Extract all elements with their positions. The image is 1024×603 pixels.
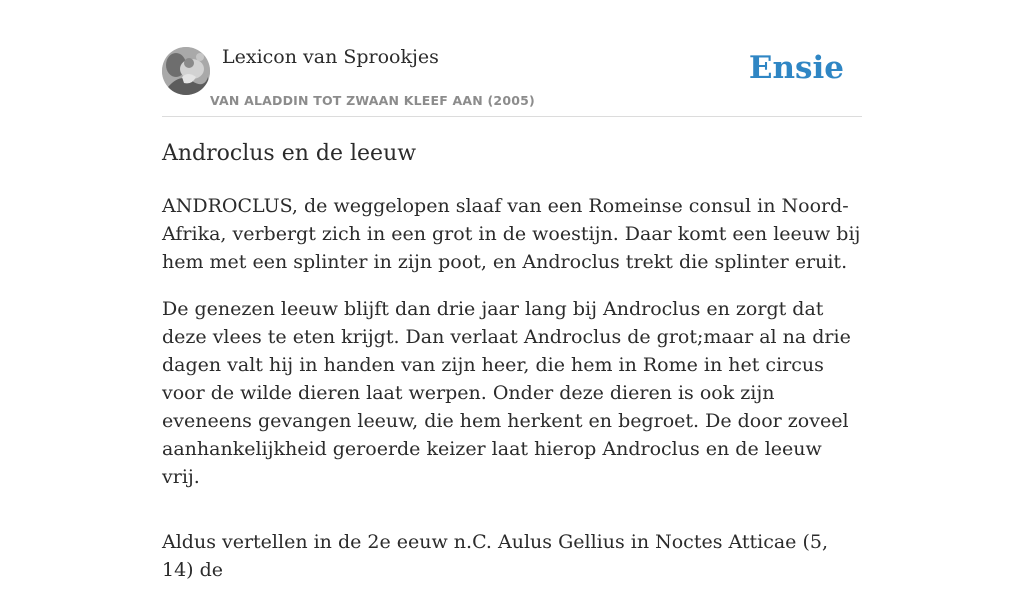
book-subtitle: VAN ALADDIN TOT ZWAAN KLEEF AAN (2005) xyxy=(210,93,535,108)
article-body xyxy=(162,192,862,603)
book-cover-avatar[interactable] xyxy=(162,47,210,95)
header xyxy=(162,0,862,117)
article-paragraph: ANDROCLUS, de weggelopen slaaf van een Romeinse consul in Noord-Afrika, verbergt zich in een grot in de woestijn. Daar komt een leeuw bij hem met een splinter in zijn poot, en Androclus trekt die splinter eruit. xyxy=(162,195,861,273)
book-cover-icon xyxy=(162,47,210,95)
brand-logo-link[interactable]: Ensie xyxy=(748,50,844,86)
page xyxy=(162,0,862,581)
article-paragraph: De genezen leeuw blijft dan drie jaar lang bij Androclus en zorgt dat deze vlees te eten krijgt. Dan verlaat Androclus de grot;maar al na drie dagen valt hij in handen van zijn heer, die hem in Rome in het circus voor de wilde dieren laat werpen. Onder deze dieren is ook zijn eveneens gevangen leeuw, die hem herkent en begroet. De door zoveel aanhankelijkheid geroerde keizer laat hierop Androclus en de leeuw vrij. xyxy=(162,298,851,488)
book-title[interactable]: Lexicon van Sprookjes xyxy=(222,46,439,68)
article-title: Androclus en de leeuw xyxy=(162,141,417,166)
article-paragraph: Aldus vertellen in de 2e eeuw n.C. Aulus Gellius in Noctes Atticae (5, 14) de xyxy=(162,531,829,581)
